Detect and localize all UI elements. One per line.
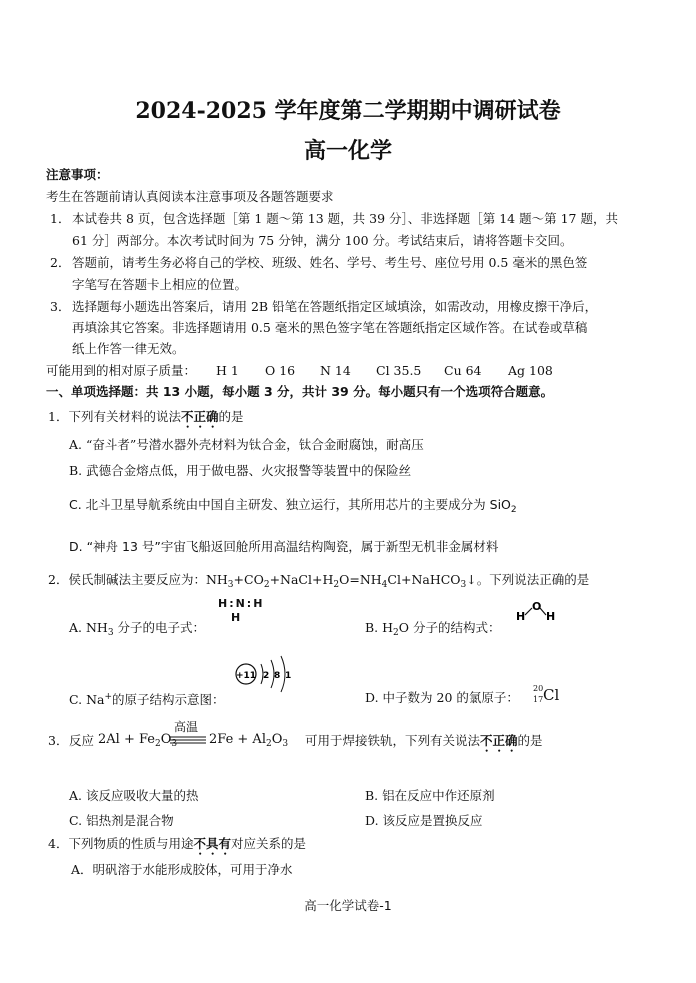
q2-eq-4: +NaCl+H — [269, 572, 334, 587]
q2-eq-sub-7: 4 — [381, 580, 388, 590]
q3-stem-post — [305, 733, 543, 755]
q1-stem — [48, 409, 244, 431]
q2-option-a-pre: A. NH — [69, 620, 108, 635]
page-footer: 高一化学试卷-1 — [304, 898, 392, 913]
page-title: 2024-2025 学年度第二学期期中调研试卷 — [135, 98, 561, 124]
atomic-mass-label: 可能用到的相对原子质量： — [46, 363, 197, 378]
notice-heading: 注意事项： — [46, 167, 109, 182]
q2-option-c-post: 的原子结构示意图： — [112, 692, 225, 708]
section-heading: 一、单项选择题：共 13 小题，每小题 3 分，共计 39 分。每小题只有一个选项符合题意。 — [46, 384, 554, 399]
q1-stem-post: 的是 — [218, 409, 244, 424]
q2-eq-sub-3: 2 — [263, 580, 270, 590]
q3-option-a: A. 该反应吸收大量的热 — [69, 788, 199, 803]
q2-option-d: D. 中子数为 20 的氯原子： — [365, 690, 519, 705]
na-nucleus-charge: +11 — [235, 671, 257, 681]
atomic-mass-n: N 14 — [320, 363, 351, 378]
q3-products-text: 2Fe + Al — [209, 732, 266, 747]
q2-stem-text: 侯氏制碱法主要反应为：NH — [68, 572, 228, 587]
cl-mass-number: 20 — [533, 684, 544, 693]
notice-item-2-line-1: 答题前，请考生务必将自己的学校、班级、姓名、学号、考生号、座位号用 0.5 毫米的黑色签 — [72, 255, 588, 270]
q1-option-a: A. “奋斗者”号潜水器外壳材料为钛合金，钛合金耐腐蚀，耐高压 — [69, 437, 424, 452]
q2-eq-sub-5: 2 — [333, 580, 340, 590]
q2-eq-2: +CO — [233, 572, 264, 587]
q3-option-c: C. 铝热剂是混合物 — [69, 813, 174, 828]
q3-stem-post-pre: 可用于焊接铁轨，下列有关说法 — [305, 733, 481, 748]
q3-reactants: $2Al + Fe_2O_3$ — [98, 732, 178, 749]
notice-item-1-line-2: 61 分］两部分。本次考试时间为 75 分钟，满分 100 分。考试结束后，请将答题卡交回。 — [72, 233, 573, 248]
q2-option-a-sub: 3 — [107, 628, 114, 638]
q2-option-a — [69, 620, 205, 641]
q2-option-c-pre: C. Na — [69, 692, 105, 708]
q4-stem-pre: 下列物质的性质与用途 — [68, 836, 194, 851]
q1-option-b: B. 武德合金熔点低，用于做电器、火灾报警等装置中的保险丝 — [69, 463, 412, 478]
atomic-mass-ag: Ag 108 — [508, 363, 553, 378]
q4-stem — [48, 836, 306, 858]
cl-symbol: Cl — [543, 686, 560, 704]
q3-al2o3-sub2: 2 — [265, 739, 272, 749]
q1-option-c-sub: 2 — [510, 505, 517, 515]
q3-condition: 高温 — [174, 720, 199, 734]
q3-stem-emphasis: 不正确 — [480, 733, 518, 748]
q3-fe2o3-sub3: 3 — [171, 739, 178, 749]
atomic-mass-cl: Cl 35.5 — [376, 363, 422, 378]
q4-option-a: A．明矾溶于水能形成胶体，可用于净水 — [71, 862, 293, 877]
q3-reactants-text: 2Al + Fe — [98, 732, 155, 747]
nh3-electron-formula-row1: H:N:H — [218, 597, 265, 610]
h2o-bond-left — [525, 608, 532, 615]
q3-fe2o3-sub2: 2 — [154, 739, 161, 749]
q4-stem-emphasis: 不具有 — [193, 836, 231, 851]
notice-item-3-line-2: 再填涂其它答案。非选择题请用 0.5 毫米的黑色签字笔在答题纸指定区域作答。在试卷或草稿 — [72, 320, 588, 335]
q3-al2o3-sub3: 3 — [282, 739, 289, 749]
q1-stem-emphasis: 不正确 — [180, 409, 219, 424]
q2-option-b-sub: 2 — [393, 628, 399, 638]
notice-intro: 考生在答题前请认真阅读本注意事项及各题答题要求 — [46, 189, 334, 204]
q3-stem-post-end: 的是 — [517, 733, 543, 748]
atomic-mass-cu: Cu 64 — [444, 363, 482, 378]
atomic-mass-o: O 16 — [265, 363, 296, 378]
q2-option-a-post: 分子的电子式： — [113, 620, 206, 635]
notice-item-2-line-2: 字笔写在答题卡上相应的位置。 — [72, 277, 248, 292]
q3-reaction-equals-sign — [170, 736, 206, 744]
q3-option-d: D. 该反应是置换反应 — [365, 813, 483, 828]
na-atomic-structure-diagram — [233, 652, 295, 696]
na-shell-2-count: 8 — [274, 671, 281, 681]
q2-number: 2． — [48, 572, 69, 587]
q2-eq-8: Cl+NaHCO — [387, 572, 461, 587]
q4-number: 4． — [48, 836, 69, 851]
notice-item-3-line-3: 纸上作答一律无效。 — [72, 341, 185, 356]
q2-option-b — [365, 620, 501, 641]
q3-number: 3． — [48, 733, 69, 748]
h2o-atom-h1: H — [516, 610, 526, 623]
notice-item-1-num: 1． — [50, 211, 71, 226]
q2-stem — [48, 572, 589, 593]
page-subtitle: 高一化学 — [303, 138, 392, 164]
q1-number: 1． — [48, 409, 69, 424]
q1-option-c — [69, 497, 517, 518]
atomic-mass-h: H 1 — [216, 363, 239, 378]
na-shell-1-count: 2 — [263, 671, 270, 681]
h2o-atom-h2: H — [546, 610, 556, 623]
q1-stem-pre: 下列有关材料的说法 — [68, 409, 181, 424]
q3-option-b: B. 铝在反应中作还原剂 — [365, 788, 495, 803]
q2-eq-6: O=NH — [339, 572, 382, 587]
q3-stem-pre: 反应 — [69, 733, 95, 748]
q2-eq-10: ↓。下列说法正确的是 — [466, 572, 590, 587]
q2-eq-sub-1: 3 — [227, 580, 234, 590]
notice-item-3-line-1: 选择题每小题选出答案后，请用 2B 铅笔在答题纸指定区域填涂，如需改动，用橡皮擦干净后， — [72, 299, 598, 314]
q3-products: $2Fe + Al_2O_3$ — [209, 732, 289, 749]
notice-item-2-num: 2． — [50, 255, 71, 270]
q2-option-c-sup: + — [104, 692, 113, 702]
notice-item-3-num: 3． — [50, 299, 71, 314]
q2-eq-sub-9: 3 — [460, 580, 467, 590]
q1-option-d: D. “神舟 13 号”宇宙飞船返回舱所用高温结构陶瓷，属于新型无机非金属材料 — [69, 539, 499, 554]
h2o-atom-o: O — [532, 601, 542, 613]
q1-option-c-text: C. 北斗卫星导航系统由中国自主研发、独立运行，其所用芯片的主要成分为 SiO — [69, 497, 511, 512]
nh3-electron-formula-row2: H — [231, 611, 241, 624]
q2-option-b-pre: B. H — [365, 620, 394, 635]
q2-option-c — [69, 690, 225, 707]
cl-atomic-number: 17 — [533, 695, 544, 704]
notice-item-1-line-1: 本试卷共 8 页，包含选择题［第 1 题～第 13 题，共 39 分］、非选择题［第 14 题～第 17 题，共 — [72, 211, 618, 226]
q4-stem-post: 对应关系的是 — [230, 836, 306, 851]
h2o-structure-diagram — [514, 601, 556, 623]
na-shell-3-count: 1 — [285, 671, 292, 681]
q2-option-b-post: O 分子的结构式： — [398, 620, 501, 635]
